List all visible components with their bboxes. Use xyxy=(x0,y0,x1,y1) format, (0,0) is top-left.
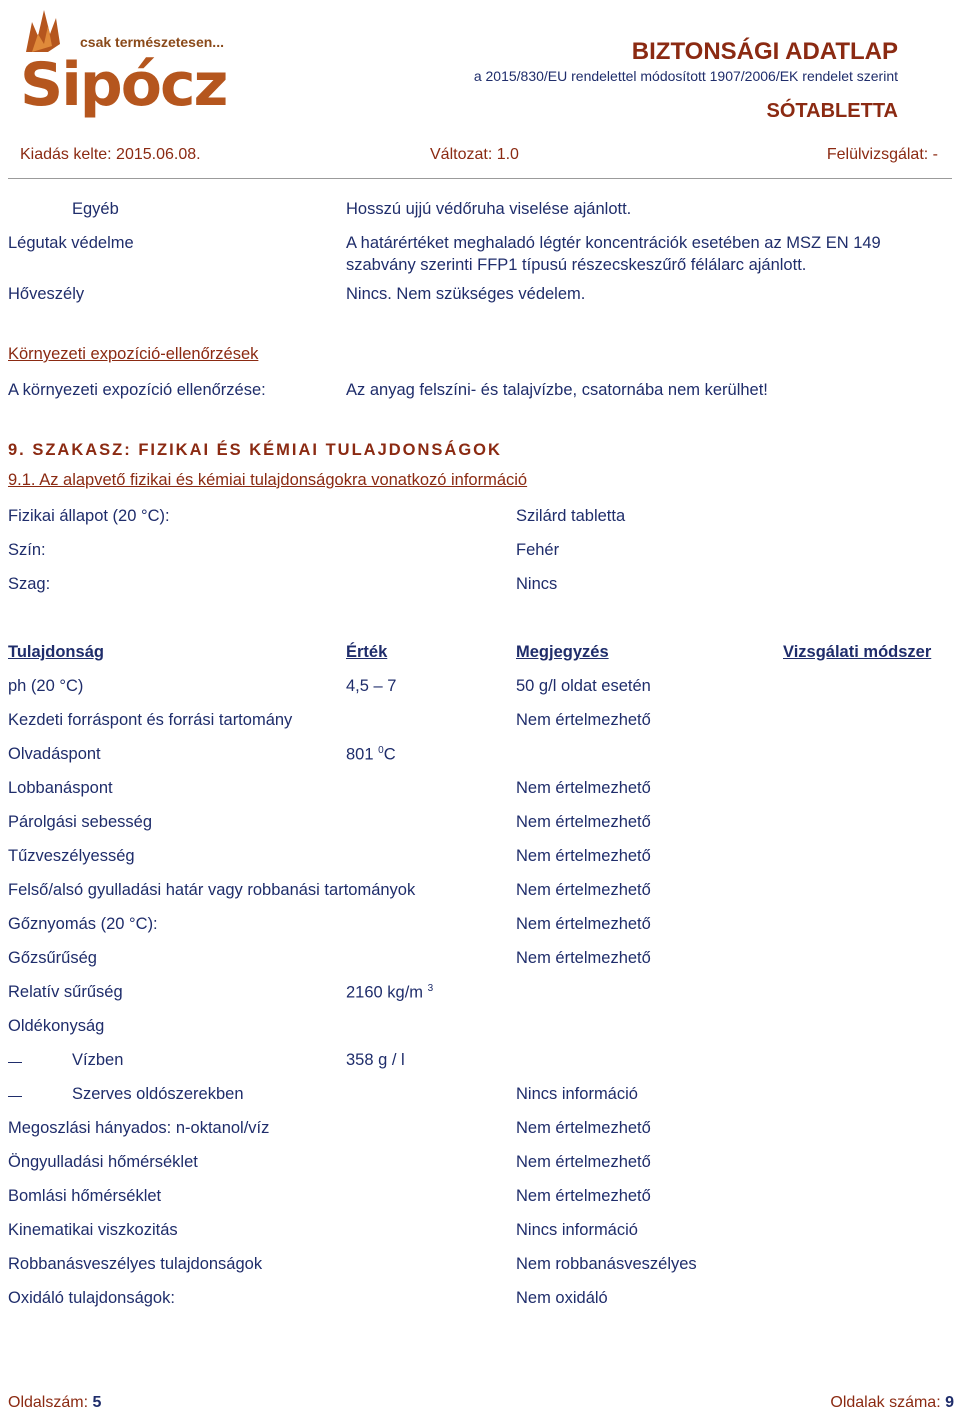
footer-total xyxy=(830,1394,954,1412)
header-divider xyxy=(8,178,952,179)
property-name: Vízben xyxy=(72,1051,124,1069)
page-number: 5 xyxy=(92,1394,102,1411)
logo-wordmark: Sipócz xyxy=(20,50,227,120)
property-name: Szerves oldószerekben xyxy=(72,1085,244,1103)
property-name: Felső/alsó gyulladási határ vagy robbanási tartományok xyxy=(8,881,416,899)
property-name: Tűzveszélyesség xyxy=(8,847,135,865)
basic-value: Fehér xyxy=(516,541,560,559)
basic-value: Szilárd tabletta xyxy=(516,507,626,525)
property-name: Kinematikai viszkozitás xyxy=(8,1221,178,1239)
basic-label: Szag: xyxy=(8,575,51,593)
page-label: Oldalszám: xyxy=(8,1394,89,1411)
property-name: Robbanásveszélyes tulajdonságok xyxy=(8,1255,263,1273)
basic-value: Nincs xyxy=(516,575,558,593)
env-label: A környezeti expozíció ellenőrzése: xyxy=(8,381,266,399)
property-note: Nem értelmezhető xyxy=(516,949,651,967)
property-value xyxy=(346,745,396,765)
property-name: Öngyulladási hőmérséklet xyxy=(8,1153,198,1171)
property-value-text: 801 xyxy=(346,745,374,764)
revision: Felülvizsgálat: - xyxy=(826,146,938,163)
property-note: Nem értelmezhető xyxy=(516,779,651,797)
property-name: Olvadáspont xyxy=(8,745,101,763)
property-note: Nem értelmezhető xyxy=(516,813,651,831)
property-name: Bomlási hőmérséklet xyxy=(8,1187,162,1205)
protection-text: Hosszú ujjú védőruha viselése ajánlott. xyxy=(346,200,632,218)
col-header-property: Tulajdonság xyxy=(8,643,104,661)
property-value-text: 2160 kg/m xyxy=(346,983,424,1002)
protection-label: Hőveszély xyxy=(8,285,85,303)
property-value-text: 358 g / l xyxy=(346,1051,405,1069)
property-note: Nincs információ xyxy=(516,1085,638,1103)
property-value-sup: 3 xyxy=(427,983,434,994)
property-value xyxy=(346,1051,405,1070)
property-value-sup: 0 xyxy=(378,745,384,756)
property-note: Nem értelmezhető xyxy=(516,847,651,865)
logo-flame-icon xyxy=(18,4,88,54)
protection-text: A határértéket meghaladó légtér koncentrációk esetében az MSZ EN 149 xyxy=(346,234,881,252)
property-note: Nem értelmezhető xyxy=(516,1153,651,1171)
property-note: Nem oxidáló xyxy=(516,1289,608,1307)
bullet-dash xyxy=(8,1062,22,1063)
regulation-reference: a 2015/830/EU rendelettel módosított 1907/2006/EK rendelet szerint xyxy=(473,68,898,84)
property-note: Nem értelmezhető xyxy=(516,1119,651,1137)
protection-text: Nincs. Nem szükséges védelem. xyxy=(346,285,586,303)
property-note: Nem értelmezhető xyxy=(516,1187,651,1205)
property-value xyxy=(346,677,396,696)
property-note: Nincs információ xyxy=(516,1221,638,1239)
bullet-dash xyxy=(8,1096,22,1097)
product-name: SÓTABLETTA xyxy=(766,100,898,122)
logo-tagline: csak természetesen... xyxy=(80,34,224,50)
col-header-value: Érték xyxy=(346,643,388,661)
property-note: Nem értelmezhető xyxy=(516,881,651,899)
protection-label: Légutak védelme xyxy=(8,234,134,252)
property-name: Gőzsűrűség xyxy=(8,949,97,967)
property-value-unit: C xyxy=(383,745,396,764)
property-note: Nem értelmezhető xyxy=(516,711,651,729)
issue-date: Kiadás kelte: 2015.06.08. xyxy=(20,146,201,163)
section-title: 9. SZAKASZ: FIZIKAI ÉS KÉMIAI TULAJDONSÁGOK xyxy=(8,441,502,459)
protection-label: Egyéb xyxy=(72,200,119,218)
col-header-note: Megjegyzés xyxy=(516,643,609,661)
total-pages: 9 xyxy=(945,1394,954,1411)
property-note: Nem robbanásveszélyes xyxy=(516,1255,697,1273)
col-header-method: Vizsgálati módszer xyxy=(783,643,932,661)
property-value xyxy=(346,983,433,1003)
property-name: Lobbanáspont xyxy=(8,779,113,797)
env-heading: Környezeti expozíció-ellenőrzések xyxy=(8,345,259,363)
property-note: 50 g/l oldat esetén xyxy=(516,677,651,695)
property-name: Gőznyomás (20 °C): xyxy=(8,915,158,933)
property-name: Párolgási sebesség xyxy=(8,813,153,831)
basic-label: Fizikai állapot (20 °C): xyxy=(8,507,170,525)
property-note: Nem értelmezhető xyxy=(516,915,651,933)
footer-page xyxy=(8,1394,101,1412)
basic-label: Szín: xyxy=(8,541,46,559)
property-name: Oxidáló tulajdonságok: xyxy=(8,1289,175,1307)
property-name: ph (20 °C) xyxy=(8,677,84,695)
total-label: Oldalak száma: xyxy=(830,1394,941,1411)
property-name: Kezdeti forráspont és forrási tartomány xyxy=(8,711,293,729)
property-name: Oldékonyság xyxy=(8,1017,105,1035)
env-text: Az anyag felszíni- és talajvízbe, csatornába nem kerülhet! xyxy=(346,381,768,399)
property-name: Relatív sűrűség xyxy=(8,983,123,1001)
protection-text-line2: szabvány szerinti FFP1 típusú részecskeszűrő félálarc ajánlott. xyxy=(346,256,807,274)
property-name: Megoszlási hányados: n-oktanol/víz xyxy=(8,1119,270,1137)
version: Változat: 1.0 xyxy=(430,146,519,163)
company-logo xyxy=(18,4,227,120)
property-value-text: 4,5 – 7 xyxy=(346,677,397,695)
section-subtitle: 9.1. Az alapvető fizikai és kémiai tulajdonságokra vonatkozó információ xyxy=(8,471,528,489)
document-title: BIZTONSÁGI ADATLAP xyxy=(631,38,898,65)
